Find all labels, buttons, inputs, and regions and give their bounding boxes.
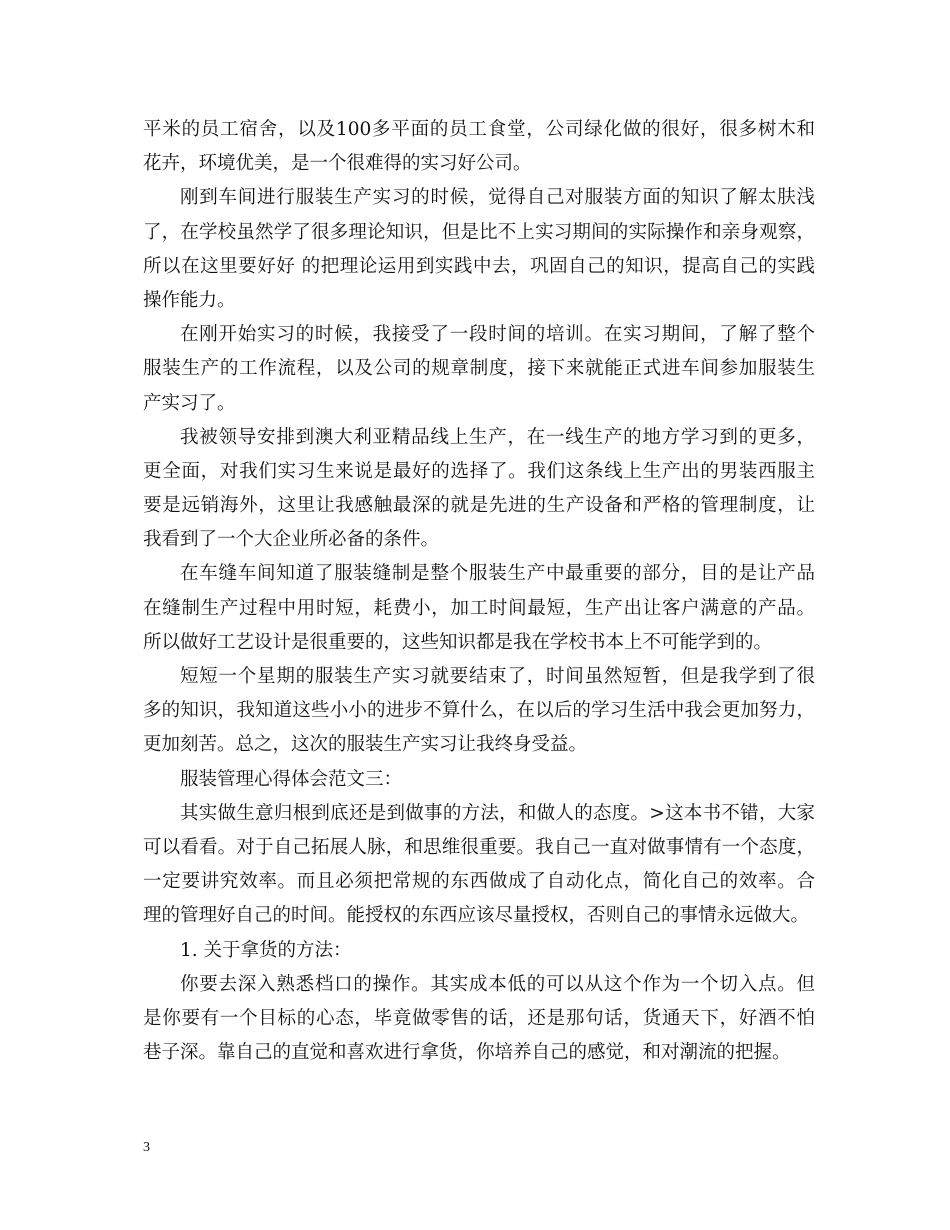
text-line: 在车缝车间知道了服装缝制是整个服装生产中最重要的部分，目的是让产品 — [180, 563, 815, 585]
page-number: 3 — [143, 1140, 150, 1155]
text-line: 在刚开始实习的时候，我接受了一段时间的培训。在实习期间，了解了整个 — [180, 324, 815, 346]
section-heading: 服装管理心得体会范文三： — [180, 768, 403, 790]
text-line: 所以在这里要好好 的把理论运用到实践中去，巩固自己的知识，提高自己的实践 — [143, 255, 815, 277]
text-line: 理的管理好自己的时间。能授权的东西应该尽量授权，否则自己的事情永远做大。 — [143, 905, 810, 927]
text-line: 我被领导安排到澳大利亚精品线上生产，在一线生产的地方学习到的更多， — [180, 426, 815, 448]
list-item-heading: 1. 关于拿货的方法： — [180, 939, 352, 961]
text-line: 产实习了。 — [143, 392, 236, 414]
text-line: 我看到了一个大企业所必备的条件。 — [143, 529, 440, 551]
text-line: 在缝制生产过程中用时短，耗费小，加工时间最短，生产出让客户满意的产品。 — [143, 597, 815, 619]
text-line: 要是远销海外，这里让我感触最深的就是先进的生产设备和严格的管理制度，让 — [143, 495, 815, 517]
text-line: 了，在学校虽然学了很多理论知识，但是比不上实习期间的实际操作和亲身观察， — [143, 221, 815, 243]
text-line: 可以看看。对于自己拓展人脉，和思维很重要。我自己一直对做事情有一个态度， — [143, 836, 815, 858]
text-line: 平米的员工宿舍，以及100多平面的员工食堂，公司绿化做的很好，很多树木和 — [143, 119, 815, 140]
text-line: 刚到车间进行服装生产实习的时候，觉得自己对服装方面的知识了解太肤浅 — [180, 187, 815, 209]
body-text — [143, 113, 815, 1070]
text-line: 所以做好工艺设计是很重要的，这些知识都是我在学校书本上不可能学到的。 — [143, 631, 773, 653]
text-line: 操作能力。 — [143, 289, 236, 311]
text-line: 短短一个星期的服装生产实习就要结束了，时间虽然短暂，但是我学到了很 — [180, 666, 815, 687]
text-line: 服装生产的工作流程，以及公司的规章制度，接下来就能正式进车间参加服装生 — [143, 358, 815, 380]
text-line: 更加刻苦。总之，这次的服装生产实习让我终身受益。 — [143, 734, 588, 756]
text-line: 更全面，对我们实习生来说是最好的选择了。我们这条线上生产出的男装西服主 — [143, 460, 815, 482]
text-line: 其实做生意归根到底还是到做事的方法，和做人的态度。>这本书不错，大家 — [180, 802, 815, 824]
text-line: 多的知识，我知道这些小小的进步不算什么，在以后的学习生活中我会更加努力， — [143, 700, 815, 722]
text-line: 巷子深。靠自己的直觉和喜欢进行拿货，你培养自己的感觉，和对潮流的把握。 — [143, 1042, 791, 1064]
text-line: 花卉，环境优美，是一个很难得的实习好公司。 — [143, 153, 532, 175]
text-line: 一定要讲究效率。而且必须把常规的东西做成了自动化点，简化自己的效率。合 — [143, 871, 815, 893]
text-line: 是你要有一个目标的心态，毕竟做零售的话，还是那句话，货通天下，好酒不怕 — [143, 1007, 815, 1029]
text-line: 你要去深入熟悉档口的操作。其实成本低的可以从这个作为一个切入点。但 — [180, 973, 815, 995]
